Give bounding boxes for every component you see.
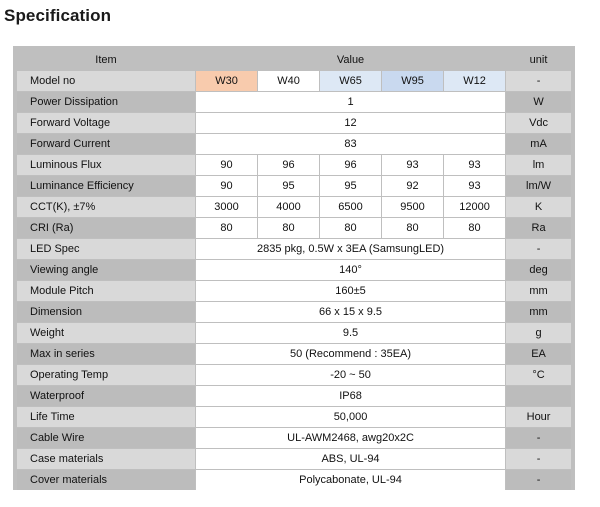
row-value: 50 (Recommend : 35EA)	[195, 344, 505, 364]
table-header-row	[17, 50, 571, 70]
row-value: 1	[195, 92, 505, 112]
row-label: CRI (Ra)	[17, 218, 195, 238]
row-unit: W	[505, 92, 571, 112]
row-value: 80	[257, 218, 319, 238]
row-label: Luminous Flux	[17, 155, 195, 175]
row-label: Case materials	[17, 449, 195, 469]
spec-row-weight	[17, 323, 571, 343]
row-unit: -	[505, 71, 571, 91]
model-w12: W12	[443, 71, 505, 91]
spec-row-power-dissipation	[17, 92, 571, 112]
row-label: Waterproof	[17, 386, 195, 406]
row-unit: lm/W	[505, 176, 571, 196]
model-w40: W40	[257, 71, 319, 91]
row-value: 95	[257, 176, 319, 196]
row-value: 93	[443, 176, 505, 196]
row-value: 93	[443, 155, 505, 175]
row-label: Weight	[17, 323, 195, 343]
row-value: 4000	[257, 197, 319, 217]
model-row	[17, 71, 571, 91]
header-value: Value	[336, 54, 365, 66]
row-value: 92	[381, 176, 443, 196]
row-value: UL-AWM2468, awg20x2C	[195, 428, 505, 448]
row-label: Viewing angle	[17, 260, 195, 280]
row-label: LED Spec	[17, 239, 195, 259]
row-value: 90	[195, 155, 257, 175]
row-value: 80	[381, 218, 443, 238]
row-label: Life Time	[17, 407, 195, 427]
spec-table-body	[17, 50, 571, 490]
row-value: 140°	[195, 260, 505, 280]
row-value: 96	[319, 155, 381, 175]
spec-row-cable-wire	[17, 428, 571, 448]
header-unit: unit	[529, 54, 548, 66]
row-value: IP68	[195, 386, 505, 406]
row-unit: lm	[505, 155, 571, 175]
row-unit: -	[505, 428, 571, 448]
row-unit: -	[505, 470, 571, 490]
spec-row-operating-temp	[17, 365, 571, 385]
spec-row-dimension	[17, 302, 571, 322]
row-value: -20 ~ 50	[195, 365, 505, 385]
row-label: Dimension	[17, 302, 195, 322]
model-w65: W65	[319, 71, 381, 91]
row-unit: K	[505, 197, 571, 217]
row-unit: Vdc	[505, 113, 571, 133]
row-value: 160±5	[195, 281, 505, 301]
row-unit: -	[505, 449, 571, 469]
row-unit: mm	[505, 302, 571, 322]
row-value: 3000	[195, 197, 257, 217]
spec-table	[17, 49, 571, 491]
row-value: 95	[319, 176, 381, 196]
spec-row-led-spec	[17, 239, 571, 259]
row-label: Operating Temp	[17, 365, 195, 385]
header-item: Item	[95, 54, 117, 66]
row-label: Cover materials	[17, 470, 195, 490]
spec-row-waterproof	[17, 386, 571, 406]
row-label: Max in series	[17, 344, 195, 364]
row-unit: deg	[505, 260, 571, 280]
row-value: 66 x 15 x 9.5	[195, 302, 505, 322]
spec-row-life-time	[17, 407, 571, 427]
row-unit: -	[505, 239, 571, 259]
row-value: 96	[257, 155, 319, 175]
row-value: 2835 pkg, 0.5W x 3EA (SamsungLED)	[195, 239, 505, 259]
row-value: ABS, UL-94	[195, 449, 505, 469]
row-unit: Ra	[505, 218, 571, 238]
spec-row-forward-voltage	[17, 113, 571, 133]
row-value: 9.5	[195, 323, 505, 343]
row-value: 83	[195, 134, 505, 154]
spec-row-cri-ra	[17, 218, 571, 238]
row-unit: g	[505, 323, 571, 343]
spec-table-panel	[13, 46, 575, 490]
model-w95: W95	[381, 71, 443, 91]
row-label: Forward Current	[17, 134, 195, 154]
row-value: 12000	[443, 197, 505, 217]
row-unit: Hour	[505, 407, 571, 427]
row-value: 80	[443, 218, 505, 238]
spec-row-case-materials	[17, 449, 571, 469]
row-label: Module Pitch	[17, 281, 195, 301]
row-value: 12	[195, 113, 505, 133]
row-label: Forward Voltage	[17, 113, 195, 133]
page-title: Specification	[4, 6, 112, 25]
row-value: 93	[381, 155, 443, 175]
row-value: 50,000	[195, 407, 505, 427]
row-unit	[505, 386, 571, 406]
model-w30: W30	[195, 71, 257, 91]
spec-row-cover-materials	[17, 470, 571, 490]
spec-row-luminous-flux	[17, 155, 571, 175]
row-label: Model no	[17, 71, 195, 91]
row-label: CCT(K), ±7%	[17, 197, 195, 217]
spec-row-forward-current	[17, 134, 571, 154]
row-unit: EA	[505, 344, 571, 364]
row-label: Power Dissipation	[17, 92, 195, 112]
spec-row-luminance-efficiency	[17, 176, 571, 196]
row-value: 80	[195, 218, 257, 238]
spec-row-module-pitch	[17, 281, 571, 301]
row-unit: mA	[505, 134, 571, 154]
spec-row-viewing-angle	[17, 260, 571, 280]
row-value: 90	[195, 176, 257, 196]
row-value: Polycabonate, UL-94	[195, 470, 505, 490]
row-value: 80	[319, 218, 381, 238]
row-label: Cable Wire	[17, 428, 195, 448]
row-value: 9500	[381, 197, 443, 217]
row-value: 6500	[319, 197, 381, 217]
spec-row-cct-k-7	[17, 197, 571, 217]
row-label: Luminance Efficiency	[17, 176, 195, 196]
row-unit: °C	[505, 365, 571, 385]
spec-row-max-in-series	[17, 344, 571, 364]
row-unit: mm	[505, 281, 571, 301]
